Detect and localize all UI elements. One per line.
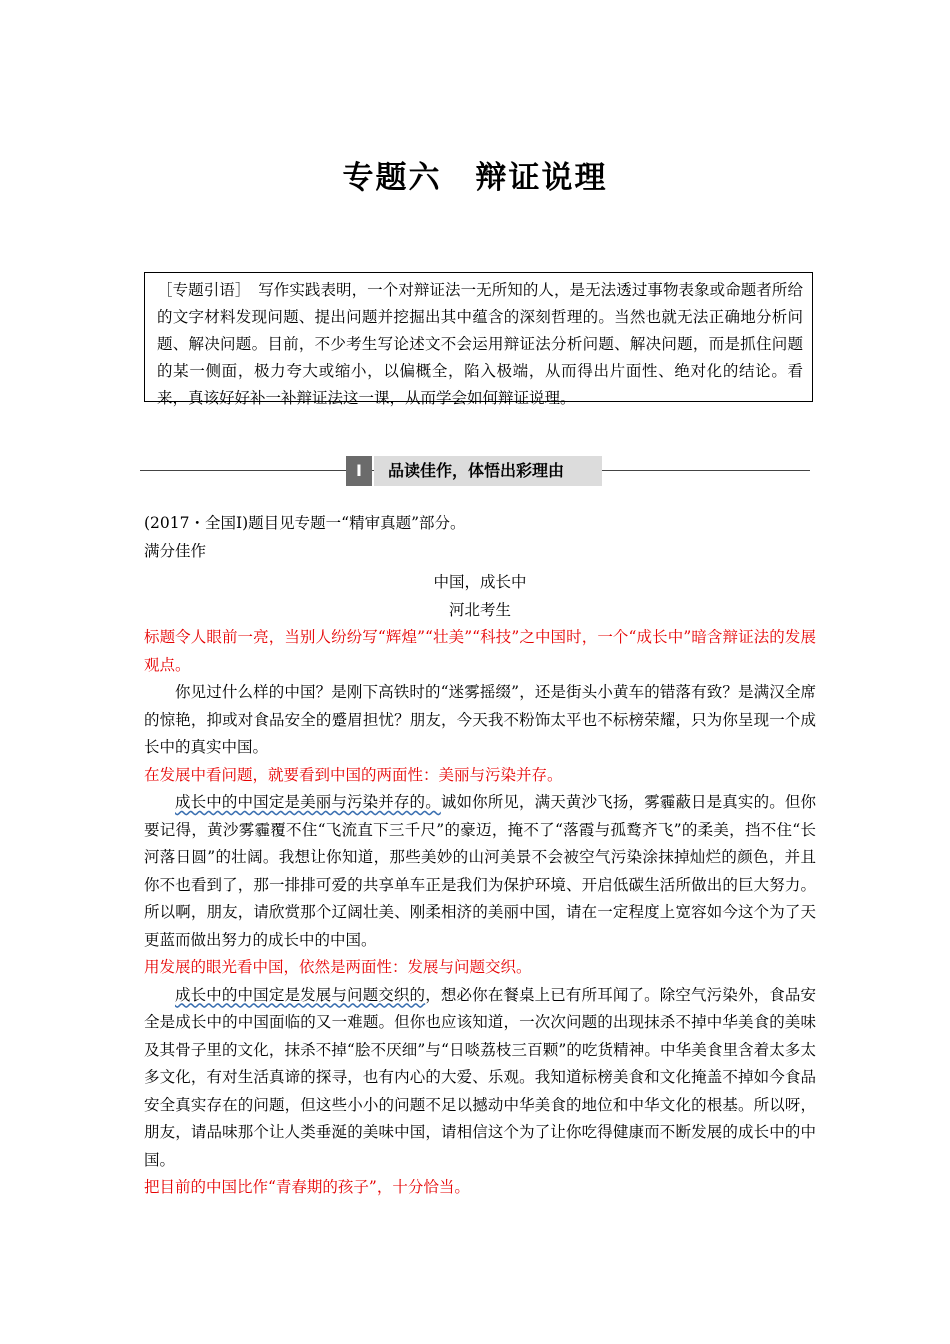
- section-header: [140, 456, 810, 486]
- title-main: 专题六: [342, 160, 442, 196]
- comment-title: 标题令人眼前一亮，当别人纷纷写“辉煌”“壮美”“科技”之中国时，一个“成长中”暗含辩证法的发展观点。: [144, 628, 816, 674]
- comment-paragraph-2: 在发展中看问题，就要看到中国的两面性：美丽与污染并存。: [144, 765, 563, 784]
- comment-paragraph-4: 把目前的中国比作“青春期的孩子”，十分恰当。: [144, 1178, 470, 1196]
- section-label: 品读佳作，体悟出彩理由: [374, 456, 602, 486]
- paragraph-2-body: 诚如你所见，满天黄沙飞扬，雾霾蔽日是真实的。但你要记得，黄沙雾霾覆不住“飞流直下三千尺”的豪迈，掩不了“落霞与孤鹜齐飞”的柔美，挡不住“长河落日圆”的壮阔。我想让你知道，那些美妙的山河美景不会被空气污染涂抹掉灿烂的颜色，并且你不也看到了，那一排排可爱的共享单车正是我们为保护环境、开启低碳生活所做出的巨大努力。所以啊，朋友，请欣赏那个辽阔壮美、刚柔相济的美丽中国，请在一定程度上宽容如今这个为了天更蓝而做出努力的成长中的中国。: [144, 793, 816, 949]
- comment-paragraph-3: 用发展的眼光看中国，依然是两面性：发展与问题交织。: [144, 958, 532, 976]
- section-number: I: [346, 456, 372, 486]
- paragraph-2-topic-sentence: 成长中的中国定是美丽与污染并存的。: [175, 793, 441, 811]
- essay-paragraph-3: [144, 982, 816, 1175]
- essay-title: 中国，成长中: [433, 573, 527, 591]
- paragraph-3-body: ，想必你在餐桌上已有所耳闻了。除空气污染外，食品安全是成长中的中国面临的又一难题。但你也应该知道，一次次问题的出现抹杀不掉中华美食的美味及其骨子里的文化，抹杀不掉“脍不厌细”与“日啖荔枝三百颗”的吃货精神。中华美食里含着太多太多文化，有对生活真谛的探寻，也有内心的大爱、乐观。我知道标榜美食和文化掩盖不掉如今食品安全真实存在的问题，但这些小小的问题不足以撼动中华美食的地位和中华文化的根基。所以呀，朋友，请品味那个让人类垂涎的美味中国，请相信这个为了让你吃得健康而不断发展的成长中的中国。: [144, 985, 816, 1169]
- essay-type: 满分佳作: [144, 541, 207, 560]
- topic-intro-text: ［专题引语］ 写作实践表明，一个对辩证法一无所知的人，是无法透过事物表象或命题者所给的文字材料发现问题、提出问题并挖掘出其中蕴含的深刻哲理的。当然也就无法正确地分析问题、解决问题。目前，不少考生写论述文不会运用辩证法分析问题、解决问题，而是抓住问题的某一侧面，极力夸大或缩小，以偏概全，陷入极端，从而得出片面性、绝对化的结论。看来，真该好好补一补辩证法这一课，从而学会如何辩证说理。: [157, 281, 803, 407]
- main-content: [144, 510, 816, 1202]
- topic-intro-box: [144, 272, 813, 407]
- paragraph-3-topic-sentence: 成长中的中国定是发展与问题交织的: [175, 985, 426, 1004]
- page-title: [0, 152, 950, 197]
- essay-paragraph-1: 你见过什么样的中国？是刚下高铁时的“迷雾摇缀”，还是街头小黄车的错落有致？是满汉全席的惊艳，抑或对食品安全的蹙眉担忧？朋友，今天我不粉饰太平也不标榜荣耀，只为你呈现一个成长中的真实中国。: [144, 683, 816, 756]
- essay-author: 河北考生: [448, 600, 511, 619]
- source-line: (2017・全国Ⅰ)题目见专题一“精审真题”部分。: [144, 514, 466, 532]
- title-sub: 辩证说理: [475, 160, 608, 196]
- essay-paragraph-2: [144, 789, 816, 954]
